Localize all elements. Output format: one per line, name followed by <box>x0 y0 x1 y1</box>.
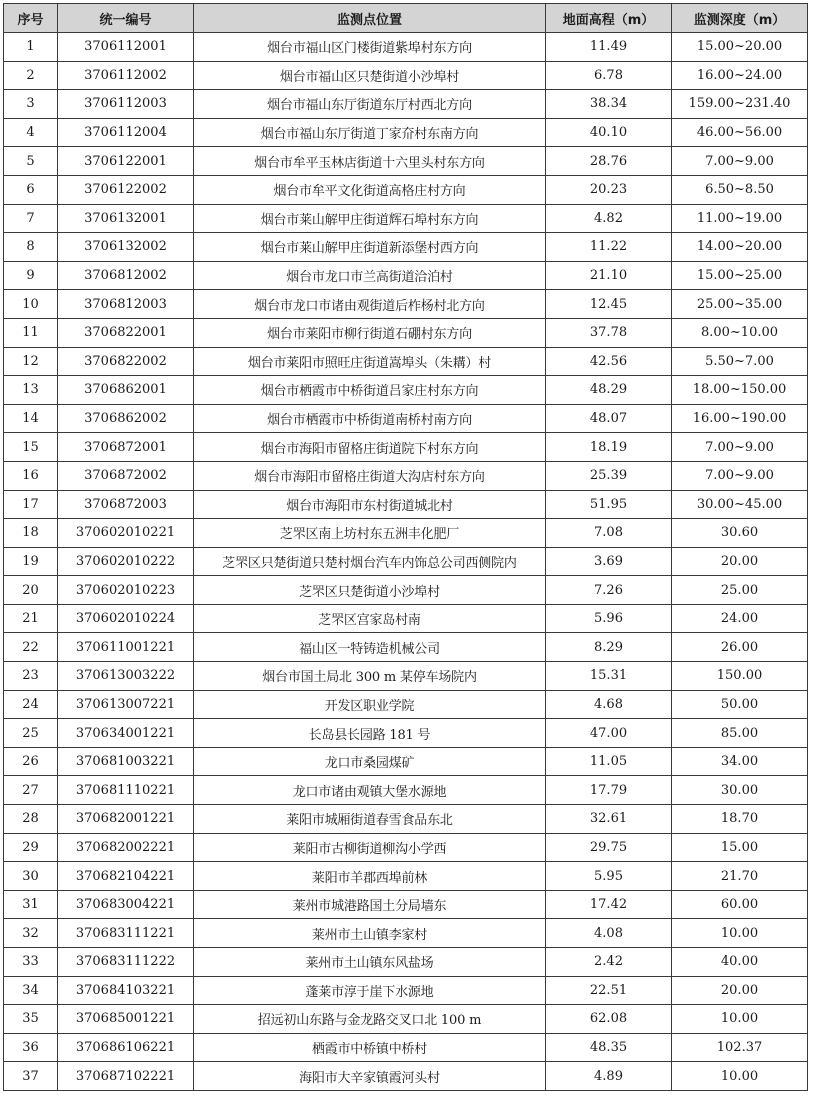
cell-serial: 3 <box>4 90 58 119</box>
cell-location: 莱阳市羊郡西埠前林 <box>194 862 546 891</box>
cell-depth: 30.60 <box>672 519 808 548</box>
cell-elevation: 3.69 <box>546 547 672 576</box>
cell-depth: 46.00~56.00 <box>672 118 808 147</box>
header-serial: 序号 <box>4 4 58 33</box>
cell-serial: 7 <box>4 204 58 233</box>
cell-location: 烟台市福山东厅街道东厅村西北方向 <box>194 90 546 119</box>
cell-location: 烟台市福山东厅街道丁家夼村东南方向 <box>194 118 546 147</box>
cell-depth: 15.00~20.00 <box>672 33 808 62</box>
cell-serial: 9 <box>4 261 58 290</box>
cell-depth: 8.00~10.00 <box>672 318 808 347</box>
cell-code: 370681110221 <box>58 776 194 805</box>
cell-location: 招远初山东路与金龙路交叉口北 100 m <box>194 1005 546 1034</box>
cell-depth: 5.50~7.00 <box>672 347 808 376</box>
table-row <box>4 604 808 633</box>
cell-code: 370686106221 <box>58 1033 194 1062</box>
cell-depth: 16.00~24.00 <box>672 61 808 90</box>
cell-code: 370611001221 <box>58 633 194 662</box>
table-row <box>4 318 808 347</box>
cell-depth: 6.50~8.50 <box>672 175 808 204</box>
cell-serial: 27 <box>4 776 58 805</box>
cell-code: 3706112003 <box>58 90 194 119</box>
cell-location: 莱阳市城厢街道春雪食品东北 <box>194 805 546 834</box>
cell-code: 3706812003 <box>58 290 194 319</box>
table-row <box>4 633 808 662</box>
cell-code: 370682104221 <box>58 862 194 891</box>
cell-serial: 8 <box>4 233 58 262</box>
cell-elevation: 11.49 <box>546 33 672 62</box>
cell-depth: 25.00 <box>672 576 808 605</box>
table-row <box>4 261 808 290</box>
header-code: 统一编号 <box>58 4 194 33</box>
cell-location: 蓬莱市淳于崖下水源地 <box>194 976 546 1005</box>
cell-serial: 32 <box>4 919 58 948</box>
cell-code: 370684103221 <box>58 976 194 1005</box>
cell-location: 烟台市莱阳市照旺庄街道嵩埠头（朱耩）村 <box>194 347 546 376</box>
cell-location: 芝罘区宫家岛村南 <box>194 604 546 633</box>
cell-elevation: 11.22 <box>546 233 672 262</box>
cell-serial: 1 <box>4 33 58 62</box>
cell-location: 龙口市桑园煤矿 <box>194 747 546 776</box>
cell-location: 海阳市大辛家镇霞河头村 <box>194 1062 546 1091</box>
cell-serial: 36 <box>4 1033 58 1062</box>
cell-elevation: 4.89 <box>546 1062 672 1091</box>
cell-depth: 25.00~35.00 <box>672 290 808 319</box>
table-row <box>4 433 808 462</box>
cell-code: 3706132002 <box>58 233 194 262</box>
cell-depth: 7.00~9.00 <box>672 433 808 462</box>
cell-elevation: 5.95 <box>546 862 672 891</box>
table-row <box>4 776 808 805</box>
cell-code: 3706112002 <box>58 61 194 90</box>
cell-location: 烟台市栖霞市中桥街道吕家庄村东方向 <box>194 376 546 405</box>
table-row <box>4 204 808 233</box>
cell-elevation: 48.35 <box>546 1033 672 1062</box>
cell-serial: 28 <box>4 805 58 834</box>
cell-location: 烟台市莱阳市柳行街道石硼村东方向 <box>194 318 546 347</box>
cell-code: 3706822002 <box>58 347 194 376</box>
table-row <box>4 833 808 862</box>
cell-elevation: 4.68 <box>546 690 672 719</box>
cell-elevation: 47.00 <box>546 719 672 748</box>
cell-code: 370613007221 <box>58 690 194 719</box>
cell-code: 370685001221 <box>58 1005 194 1034</box>
cell-location: 烟台市海阳市留格庄街道院下村东方向 <box>194 433 546 462</box>
cell-code: 3706812002 <box>58 261 194 290</box>
cell-elevation: 5.96 <box>546 604 672 633</box>
cell-code: 3706872002 <box>58 461 194 490</box>
table-row <box>4 175 808 204</box>
cell-serial: 21 <box>4 604 58 633</box>
cell-location: 龙口市诸由观镇大堡水源地 <box>194 776 546 805</box>
cell-serial: 24 <box>4 690 58 719</box>
cell-serial: 12 <box>4 347 58 376</box>
cell-depth: 18.00~150.00 <box>672 376 808 405</box>
cell-depth: 85.00 <box>672 719 808 748</box>
cell-location: 莱阳市古柳街道柳沟小学西 <box>194 833 546 862</box>
cell-serial: 37 <box>4 1062 58 1091</box>
table-row <box>4 805 808 834</box>
cell-elevation: 25.39 <box>546 461 672 490</box>
cell-code: 370682001221 <box>58 805 194 834</box>
cell-depth: 14.00~20.00 <box>672 233 808 262</box>
cell-elevation: 48.07 <box>546 404 672 433</box>
cell-elevation: 62.08 <box>546 1005 672 1034</box>
cell-code: 3706122001 <box>58 147 194 176</box>
cell-depth: 150.00 <box>672 662 808 691</box>
cell-depth: 102.37 <box>672 1033 808 1062</box>
cell-location: 长岛县长园路 181 号 <box>194 719 546 748</box>
cell-depth: 7.00~9.00 <box>672 147 808 176</box>
cell-code: 370602010224 <box>58 604 194 633</box>
cell-code: 3706132001 <box>58 204 194 233</box>
table-body <box>4 33 808 1091</box>
cell-elevation: 6.78 <box>546 61 672 90</box>
cell-serial: 6 <box>4 175 58 204</box>
cell-depth: 7.00~9.00 <box>672 461 808 490</box>
cell-elevation: 28.76 <box>546 147 672 176</box>
cell-depth: 159.00~231.40 <box>672 90 808 119</box>
cell-serial: 31 <box>4 890 58 919</box>
cell-depth: 24.00 <box>672 604 808 633</box>
cell-depth: 20.00 <box>672 547 808 576</box>
cell-depth: 11.00~19.00 <box>672 204 808 233</box>
table-row <box>4 662 808 691</box>
cell-location: 烟台市海阳市留格庄街道大沟店村东方向 <box>194 461 546 490</box>
cell-elevation: 17.42 <box>546 890 672 919</box>
cell-code: 370683111221 <box>58 919 194 948</box>
cell-code: 3706872001 <box>58 433 194 462</box>
cell-code: 370687102221 <box>58 1062 194 1091</box>
cell-depth: 18.70 <box>672 805 808 834</box>
cell-location: 莱州市土山镇东风盐场 <box>194 948 546 977</box>
table-row <box>4 890 808 919</box>
cell-serial: 5 <box>4 147 58 176</box>
cell-elevation: 15.31 <box>546 662 672 691</box>
cell-code: 370602010223 <box>58 576 194 605</box>
cell-elevation: 48.29 <box>546 376 672 405</box>
cell-serial: 22 <box>4 633 58 662</box>
cell-depth: 15.00~25.00 <box>672 261 808 290</box>
cell-elevation: 18.19 <box>546 433 672 462</box>
cell-location: 烟台市福山区只楚街道小沙埠村 <box>194 61 546 90</box>
table-row <box>4 576 808 605</box>
cell-location: 栖霞市中桥镇中桥村 <box>194 1033 546 1062</box>
table-row <box>4 547 808 576</box>
cell-depth: 60.00 <box>672 890 808 919</box>
cell-depth: 30.00 <box>672 776 808 805</box>
table-row <box>4 1033 808 1062</box>
table-row <box>4 33 808 62</box>
cell-code: 3706122002 <box>58 175 194 204</box>
table-row <box>4 862 808 891</box>
cell-depth: 50.00 <box>672 690 808 719</box>
monitoring-points-table <box>3 3 808 1091</box>
cell-serial: 20 <box>4 576 58 605</box>
cell-serial: 30 <box>4 862 58 891</box>
cell-code: 370682002221 <box>58 833 194 862</box>
cell-elevation: 4.08 <box>546 919 672 948</box>
cell-elevation: 17.79 <box>546 776 672 805</box>
cell-elevation: 42.56 <box>546 347 672 376</box>
table-row <box>4 690 808 719</box>
cell-elevation: 51.95 <box>546 490 672 519</box>
cell-code: 3706862001 <box>58 376 194 405</box>
table-row <box>4 747 808 776</box>
cell-serial: 17 <box>4 490 58 519</box>
cell-serial: 13 <box>4 376 58 405</box>
cell-depth: 40.00 <box>672 948 808 977</box>
table-row <box>4 118 808 147</box>
header-elevation: 地面高程（m） <box>546 4 672 33</box>
cell-depth: 21.70 <box>672 862 808 891</box>
cell-location: 福山区一特铸造机械公司 <box>194 633 546 662</box>
table-row <box>4 490 808 519</box>
cell-location: 芝罘区南上坊村东五洲丰化肥厂 <box>194 519 546 548</box>
cell-code: 370602010221 <box>58 519 194 548</box>
table-row <box>4 376 808 405</box>
cell-location: 烟台市龙口市诸由观街道后柞杨村北方向 <box>194 290 546 319</box>
table-row <box>4 976 808 1005</box>
table-row <box>4 90 808 119</box>
cell-code: 370681003221 <box>58 747 194 776</box>
cell-code: 3706112004 <box>58 118 194 147</box>
cell-elevation: 7.08 <box>546 519 672 548</box>
cell-serial: 35 <box>4 1005 58 1034</box>
table-header-row <box>4 4 808 33</box>
cell-depth: 20.00 <box>672 976 808 1005</box>
cell-elevation: 38.34 <box>546 90 672 119</box>
cell-serial: 15 <box>4 433 58 462</box>
cell-depth: 34.00 <box>672 747 808 776</box>
table-row <box>4 719 808 748</box>
cell-depth: 15.00 <box>672 833 808 862</box>
cell-elevation: 20.23 <box>546 175 672 204</box>
cell-location: 烟台市牟平玉林店街道十六里头村东方向 <box>194 147 546 176</box>
cell-serial: 25 <box>4 719 58 748</box>
cell-code: 370683111222 <box>58 948 194 977</box>
cell-location: 烟台市海阳市东村街道城北村 <box>194 490 546 519</box>
cell-code: 3706872003 <box>58 490 194 519</box>
table-row <box>4 404 808 433</box>
cell-serial: 34 <box>4 976 58 1005</box>
cell-location: 烟台市栖霞市中桥街道南桥村南方向 <box>194 404 546 433</box>
cell-depth: 10.00 <box>672 1005 808 1034</box>
table-row <box>4 61 808 90</box>
cell-serial: 18 <box>4 519 58 548</box>
cell-depth: 16.00~190.00 <box>672 404 808 433</box>
cell-serial: 2 <box>4 61 58 90</box>
cell-depth: 10.00 <box>672 1062 808 1091</box>
cell-elevation: 11.05 <box>546 747 672 776</box>
cell-location: 莱州市土山镇李家村 <box>194 919 546 948</box>
cell-location: 芝罘区只楚街道只楚村烟台汽车内饰总公司西侧院内 <box>194 547 546 576</box>
table-row <box>4 1062 808 1091</box>
cell-location: 烟台市龙口市兰高街道洽泊村 <box>194 261 546 290</box>
table-row <box>4 919 808 948</box>
table-row <box>4 461 808 490</box>
cell-elevation: 8.29 <box>546 633 672 662</box>
table-row <box>4 233 808 262</box>
cell-elevation: 37.78 <box>546 318 672 347</box>
cell-location: 开发区职业学院 <box>194 690 546 719</box>
cell-location: 烟台市莱山解甲庄街道辉石埠村东方向 <box>194 204 546 233</box>
cell-serial: 23 <box>4 662 58 691</box>
cell-elevation: 32.61 <box>546 805 672 834</box>
cell-code: 370634001221 <box>58 719 194 748</box>
cell-serial: 4 <box>4 118 58 147</box>
cell-elevation: 12.45 <box>546 290 672 319</box>
cell-code: 3706822001 <box>58 318 194 347</box>
cell-code: 370683004221 <box>58 890 194 919</box>
cell-elevation: 7.26 <box>546 576 672 605</box>
cell-serial: 26 <box>4 747 58 776</box>
cell-code: 3706112001 <box>58 33 194 62</box>
cell-location: 芝罘区只楚街道小沙埠村 <box>194 576 546 605</box>
cell-serial: 11 <box>4 318 58 347</box>
cell-elevation: 22.51 <box>546 976 672 1005</box>
table-row <box>4 290 808 319</box>
cell-depth: 10.00 <box>672 919 808 948</box>
cell-serial: 29 <box>4 833 58 862</box>
document-page <box>3 3 808 1091</box>
cell-elevation: 29.75 <box>546 833 672 862</box>
cell-location: 烟台市莱山解甲庄街道新添堡村西方向 <box>194 233 546 262</box>
cell-depth: 26.00 <box>672 633 808 662</box>
cell-location: 烟台市福山区门楼街道紫埠村东方向 <box>194 33 546 62</box>
cell-location: 烟台市国土局北 300 m 某停车场院内 <box>194 662 546 691</box>
cell-location: 烟台市牟平文化街道高格庄村方向 <box>194 175 546 204</box>
cell-serial: 19 <box>4 547 58 576</box>
table-row <box>4 519 808 548</box>
header-depth: 监测深度（m） <box>672 4 808 33</box>
cell-location: 莱州市城港路国土分局墙东 <box>194 890 546 919</box>
table-row <box>4 347 808 376</box>
cell-code: 3706862002 <box>58 404 194 433</box>
cell-code: 370613003222 <box>58 662 194 691</box>
cell-elevation: 4.82 <box>546 204 672 233</box>
cell-elevation: 2.42 <box>546 948 672 977</box>
cell-code: 370602010222 <box>58 547 194 576</box>
cell-serial: 16 <box>4 461 58 490</box>
table-row <box>4 147 808 176</box>
cell-elevation: 21.10 <box>546 261 672 290</box>
header-location: 监测点位置 <box>194 4 546 33</box>
cell-depth: 30.00~45.00 <box>672 490 808 519</box>
table-row <box>4 948 808 977</box>
cell-serial: 33 <box>4 948 58 977</box>
cell-serial: 14 <box>4 404 58 433</box>
cell-serial: 10 <box>4 290 58 319</box>
cell-elevation: 40.10 <box>546 118 672 147</box>
table-row <box>4 1005 808 1034</box>
